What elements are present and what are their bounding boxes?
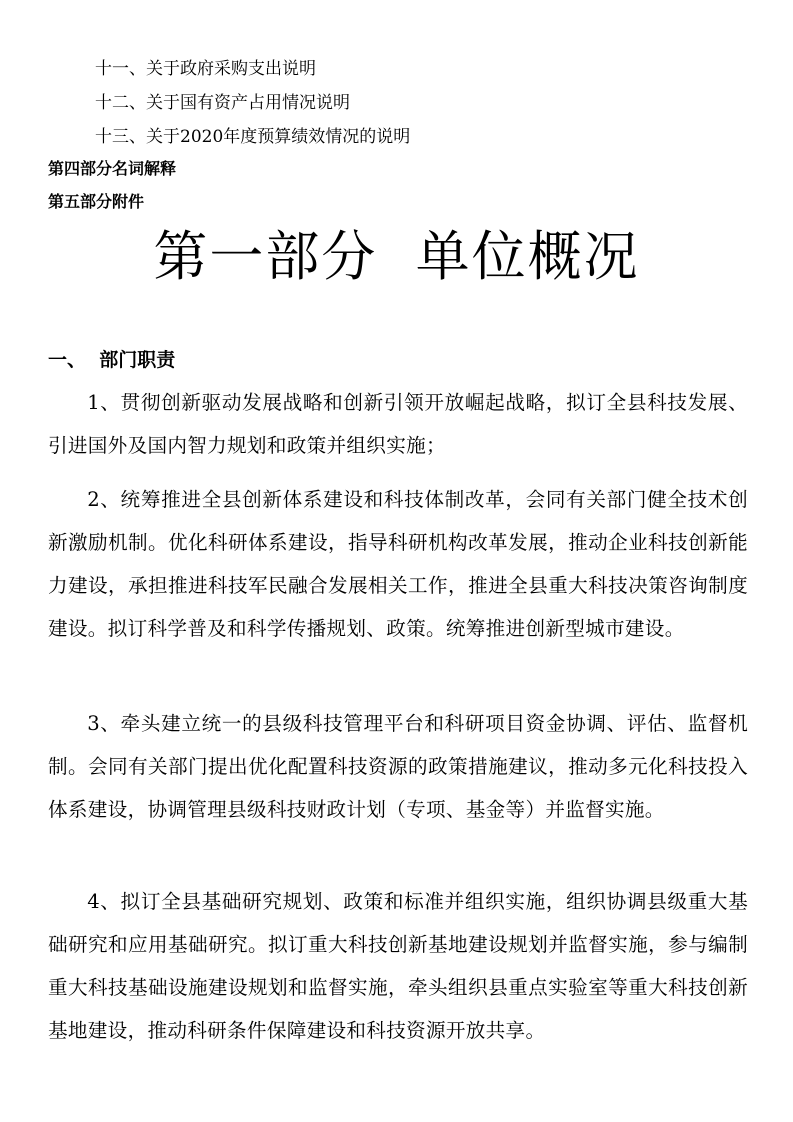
duty-paragraph-4: 4、拟订全县基础研究规划、政策和标准并组织实施，组织协调县级重大基础研究和应用基础研究。拟订重大科技创新基地建设规划并监督实施，参与编制重大科技基础设施建设规划和监督实施，牵头组织县重点实验室等重大科技创新基地建设，推动科研条件保障建设和科技资源开放共享。 [48,890,748,1042]
toc-item-11: 十一、关于政府采购支出说明 [95,59,316,79]
toc-item-12: 十二、关于国有资产占用情况说明 [95,93,350,113]
duty-paragraph-3: 3、牵头建立统一的县级科技管理平台和科研项目资金协调、评估、监督机制。会同有关部门提出优化配置科技资源的政策措施建议，推动多元化科技投入体系建设，协调管理县级科技财政计划（专项、基金等）并监督实施。 [48,712,748,821]
toc-part-4: 第四部分名词解释 [48,159,177,178]
duty-paragraph-1: 1、贯彻创新驱动发展战略和创新引领开放崛起战略，拟订全县科技发展、引进国外及国内智力规划和政策并组织实施； [48,391,748,457]
section-heading: 一、 部门职责 [48,349,176,371]
duty-paragraph-2: 2、统筹推进全县创新体系建设和科技体制改革，会同有关部门健全技术创新激励机制。优化科研体系建设，指导科研机构改革发展，推动企业科技创新能力建设，承担推进科技军民融合发展相关工作，推进全县重大科技决策咨询制度建设。拟订科学普及和科学传播规划、政策。统筹推进创新型城市建设。 [48,488,748,640]
part-title: 第一部分 单位概况 [153,225,640,288]
toc-part-5: 第五部分附件 [48,192,145,211]
toc-item-13: 十三、关于2020年度预算绩效情况的说明 [95,127,411,147]
